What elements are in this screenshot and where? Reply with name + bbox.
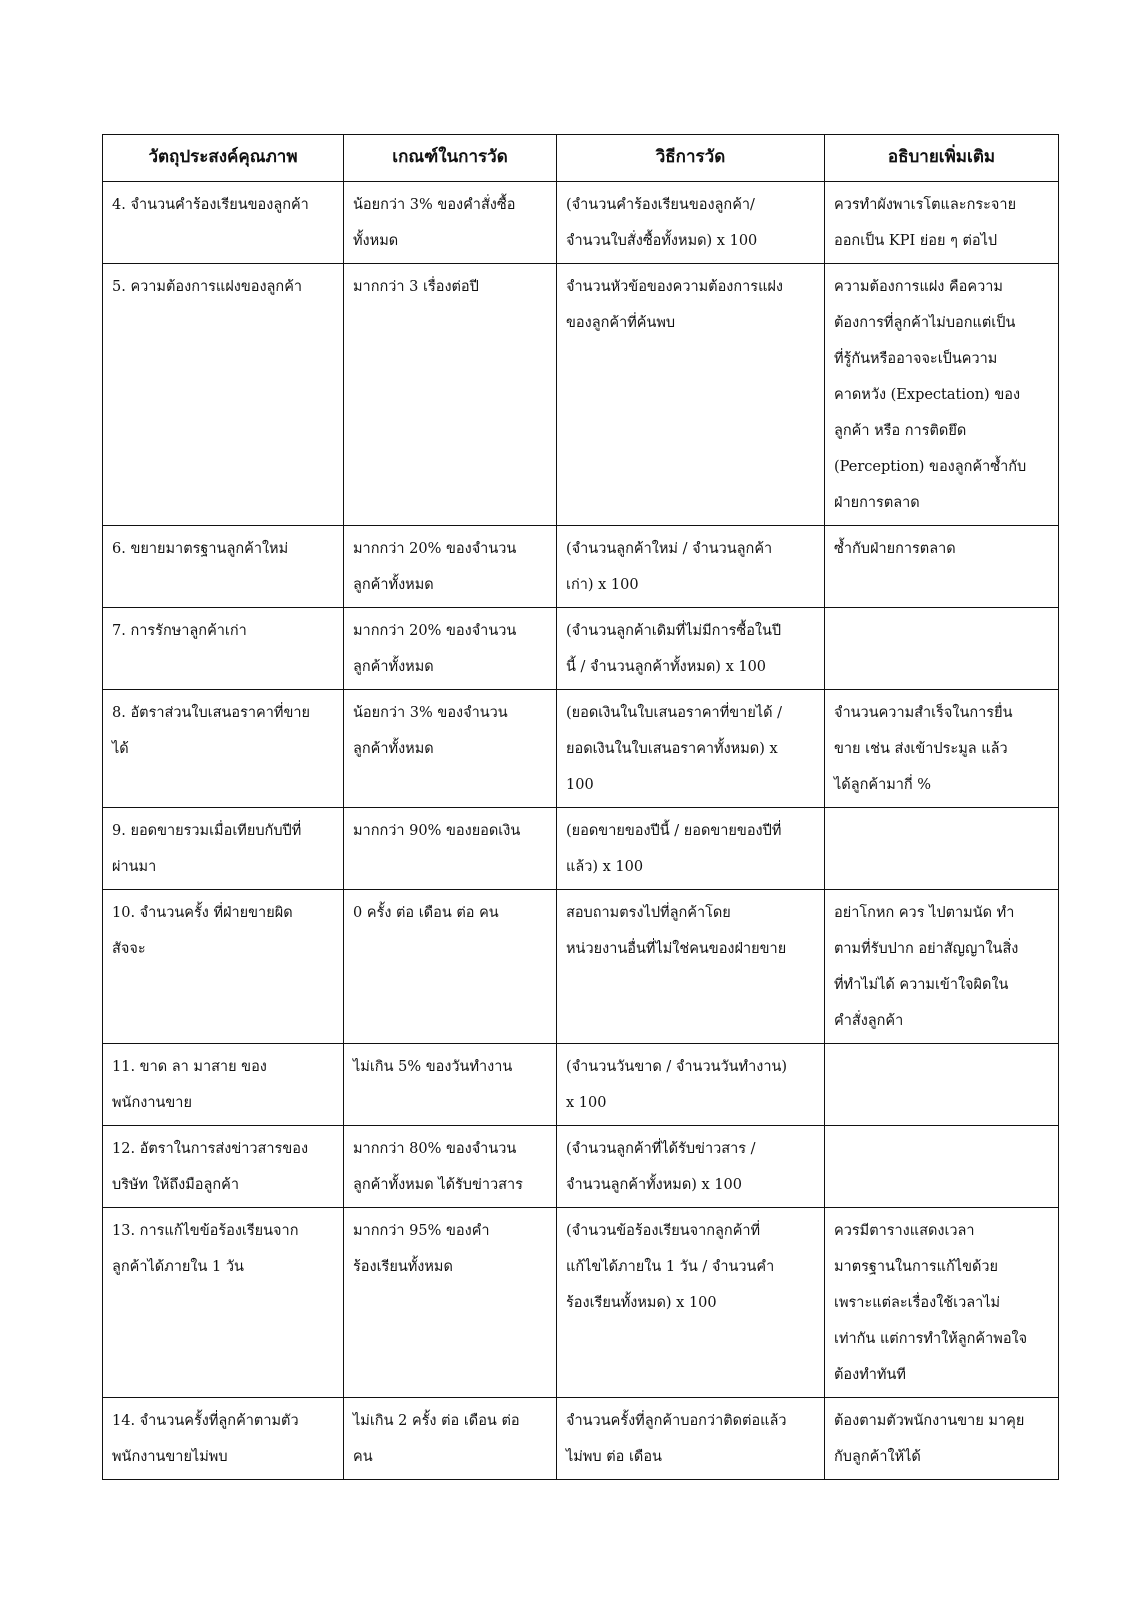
cell-line: ควรทำผังพาเรโตและกระจาย bbox=[834, 197, 1017, 213]
cell-line: เพราะแต่ละเรื่องใช้เวลาไม่ bbox=[834, 1295, 1001, 1311]
cell-line: ผ่านมา bbox=[112, 859, 157, 875]
cell-criteria bbox=[344, 1398, 557, 1480]
cell-method bbox=[557, 1398, 825, 1480]
cell-method bbox=[557, 1208, 825, 1398]
table-row bbox=[103, 1044, 1059, 1126]
cell-line: (ยอดขายของปีนี้ / ยอดขายของปีที่ bbox=[566, 823, 782, 839]
cell-note bbox=[825, 182, 1059, 264]
cell-line: (จำนวนคำร้องเรียนของลูกค้า/ bbox=[566, 197, 755, 213]
cell-objective bbox=[103, 1126, 344, 1208]
cell-objective bbox=[103, 1208, 344, 1398]
cell-line: แก้ไขได้ภายใน 1 วัน / จำนวนคำ bbox=[566, 1259, 775, 1275]
cell-line: 11. ขาด ลา มาสาย ของ bbox=[112, 1059, 267, 1075]
cell-line: ต้องทำทันที bbox=[834, 1367, 906, 1383]
cell-line: ทั้งหมด bbox=[353, 233, 399, 249]
cell-criteria bbox=[344, 608, 557, 690]
cell-note bbox=[825, 1126, 1059, 1208]
cell-line: ความต้องการแฝง คือความ bbox=[834, 279, 1003, 295]
cell-line: 7. การรักษาลูกค้าเก่า bbox=[112, 623, 247, 639]
cell-line: หน่วยงานอื่นที่ไม่ใช่คนของฝ่ายขาย bbox=[566, 941, 787, 957]
cell-line: ได้ลูกค้ามากี่ % bbox=[834, 777, 932, 793]
cell-line: 8. อัตราส่วนใบเสนอราคาที่ขาย bbox=[112, 705, 310, 721]
cell-line: พนักงานขาย bbox=[112, 1095, 192, 1111]
cell-line: ลูกค้าได้ภายใน 1 วัน bbox=[112, 1259, 244, 1275]
cell-line: ลูกค้าทั้งหมด bbox=[353, 659, 434, 675]
cell-objective bbox=[103, 1044, 344, 1126]
cell-line: ที่ทำไม่ได้ ความเข้าใจผิดใน bbox=[834, 977, 1009, 993]
cell-criteria bbox=[344, 526, 557, 608]
cell-line: คำสั่งลูกค้า bbox=[834, 1013, 904, 1029]
cell-line: สัจจะ bbox=[112, 941, 146, 957]
cell-line: (จำนวนลูกค้าที่ได้รับข่าวสาร / bbox=[566, 1141, 756, 1157]
cell-line: มากกว่า 90% ของยอดเงิน bbox=[353, 823, 521, 839]
cell-line: ยอดเงินในใบเสนอราคาทั้งหมด) x bbox=[566, 741, 778, 757]
header-objective: วัตถุประสงค์คุณภาพ bbox=[103, 135, 344, 182]
cell-line: คาดหวัง (Expectation) ของ bbox=[834, 387, 1021, 403]
cell-line: (จำนวนลูกค้าใหม่ / จำนวนลูกค้า bbox=[566, 541, 773, 557]
cell-line: (จำนวนลูกค้าเดิมที่ไม่มีการซื้อในปี bbox=[566, 623, 782, 639]
header-note: อธิบายเพิ่มเติม bbox=[825, 135, 1059, 182]
cell-line: เท่ากัน แต่การทำให้ลูกค้าพอใจ bbox=[834, 1331, 1028, 1347]
cell-objective bbox=[103, 608, 344, 690]
cell-line: ลูกค้าทั้งหมด bbox=[353, 741, 434, 757]
cell-line: แล้ว) x 100 bbox=[566, 859, 644, 875]
cell-line: ได้ bbox=[112, 741, 129, 757]
cell-line: ไม่เกิน 2 ครั้ง ต่อ เดือน ต่อ bbox=[353, 1413, 520, 1429]
cell-line: ของลูกค้าที่ค้นพบ bbox=[566, 315, 676, 331]
cell-line: ต้องตามตัวพนักงานขาย มาคุย bbox=[834, 1413, 1025, 1429]
cell-line: 100 bbox=[566, 777, 594, 793]
cell-line: มากกว่า 20% ของจำนวน bbox=[353, 623, 517, 639]
cell-note bbox=[825, 608, 1059, 690]
cell-line: (Perception) ของลูกค้าซ้ำกับ bbox=[834, 459, 1027, 475]
cell-note bbox=[825, 1208, 1059, 1398]
cell-line: น้อยกว่า 3% ของจำนวน bbox=[353, 705, 508, 721]
cell-line: 5. ความต้องการแฝงของลูกค้า bbox=[112, 279, 303, 295]
cell-line: ควรมีตารางแสดงเวลา bbox=[834, 1223, 975, 1239]
cell-objective bbox=[103, 182, 344, 264]
cell-line: มากกว่า 95% ของคำ bbox=[353, 1223, 490, 1239]
cell-line: 14. จำนวนครั้งที่ลูกค้าตามตัว bbox=[112, 1413, 299, 1429]
cell-criteria bbox=[344, 1208, 557, 1398]
cell-line: 13. การแก้ไขข้อร้องเรียนจาก bbox=[112, 1223, 299, 1239]
cell-line: ฝ่ายการตลาด bbox=[834, 495, 920, 511]
table-row bbox=[103, 182, 1059, 264]
cell-line: พนักงานขายไม่พบ bbox=[112, 1449, 228, 1465]
cell-line: 4. จำนวนคำร้องเรียนของลูกค้า bbox=[112, 197, 309, 213]
cell-line: ต้องการที่ลูกค้าไม่บอกแต่เป็น bbox=[834, 315, 1016, 331]
table-row bbox=[103, 808, 1059, 890]
cell-line: x 100 bbox=[566, 1095, 607, 1111]
cell-method bbox=[557, 808, 825, 890]
cell-criteria bbox=[344, 1044, 557, 1126]
table-row bbox=[103, 608, 1059, 690]
cell-line: 12. อัตราในการส่งข่าวสารของ bbox=[112, 1141, 309, 1157]
cell-note bbox=[825, 264, 1059, 526]
cell-line: กับลูกค้าให้ได้ bbox=[834, 1449, 921, 1465]
cell-line: ลูกค้าทั้งหมด bbox=[353, 577, 434, 593]
cell-method bbox=[557, 1126, 825, 1208]
cell-line: ขาย เช่น ส่งเข้าประมูล แล้ว bbox=[834, 741, 1008, 757]
cell-method bbox=[557, 526, 825, 608]
cell-line: 0 ครั้ง ต่อ เดือน ต่อ คน bbox=[353, 905, 499, 921]
cell-method bbox=[557, 608, 825, 690]
table-header-row bbox=[103, 135, 1059, 182]
cell-line: ไม่เกิน 5% ของวันทำงาน bbox=[353, 1059, 513, 1075]
cell-line: มาตรฐานในการแก้ไขด้วย bbox=[834, 1259, 999, 1275]
cell-line: ลูกค้าทั้งหมด ได้รับข่าวสาร bbox=[353, 1177, 523, 1193]
cell-line: จำนวนหัวข้อของความต้องการแฝง bbox=[566, 279, 784, 295]
cell-line: (จำนวนวันขาด / จำนวนวันทำงาน) bbox=[566, 1059, 788, 1075]
cell-line: ออกเป็น KPI ย่อย ๆ ต่อไป bbox=[834, 233, 998, 249]
cell-line: 6. ขยายมาตรฐานลูกค้าใหม่ bbox=[112, 541, 289, 557]
table-row bbox=[103, 264, 1059, 526]
cell-method bbox=[557, 264, 825, 526]
table-row bbox=[103, 1208, 1059, 1398]
cell-line: บริษัท ให้ถึงมือลูกค้า bbox=[112, 1177, 239, 1193]
table-row bbox=[103, 890, 1059, 1044]
cell-note bbox=[825, 808, 1059, 890]
table-row bbox=[103, 526, 1059, 608]
cell-line: มากกว่า 3 เรื่องต่อปี bbox=[353, 279, 479, 295]
cell-line: นี้ / จำนวนลูกค้าทั้งหมด) x 100 bbox=[566, 659, 767, 675]
cell-note bbox=[825, 690, 1059, 808]
cell-criteria bbox=[344, 264, 557, 526]
cell-line: ร้องเรียนทั้งหมด bbox=[353, 1259, 453, 1275]
cell-objective bbox=[103, 690, 344, 808]
cell-line: เก่า) x 100 bbox=[566, 577, 639, 593]
cell-line: ที่รู้กันหรืออาจจะเป็นความ bbox=[834, 351, 998, 367]
cell-line: มากกว่า 80% ของจำนวน bbox=[353, 1141, 517, 1157]
cell-line: มากกว่า 20% ของจำนวน bbox=[353, 541, 517, 557]
cell-criteria bbox=[344, 182, 557, 264]
cell-criteria bbox=[344, 1126, 557, 1208]
cell-criteria bbox=[344, 808, 557, 890]
cell-line: จำนวนลูกค้าทั้งหมด) x 100 bbox=[566, 1177, 743, 1193]
cell-note bbox=[825, 526, 1059, 608]
cell-line: 10. จำนวนครั้ง ที่ฝ่ายขายผิด bbox=[112, 905, 293, 921]
cell-line: คน bbox=[353, 1449, 373, 1465]
cell-line: จำนวนความสำเร็จในการยื่น bbox=[834, 705, 1013, 721]
header-criteria: เกณฑ์ในการวัด bbox=[344, 135, 557, 182]
cell-line: สอบถามตรงไปที่ลูกค้าโดย bbox=[566, 905, 731, 921]
cell-line: ซ้ำกับฝ่ายการตลาด bbox=[834, 541, 956, 557]
cell-objective bbox=[103, 890, 344, 1044]
cell-line: ตามที่รับปาก อย่าสัญญาในสิ่ง bbox=[834, 941, 1019, 957]
cell-note bbox=[825, 1044, 1059, 1126]
cell-method bbox=[557, 690, 825, 808]
cell-objective bbox=[103, 264, 344, 526]
cell-objective bbox=[103, 526, 344, 608]
table-row bbox=[103, 1126, 1059, 1208]
table-row bbox=[103, 1398, 1059, 1480]
cell-method bbox=[557, 890, 825, 1044]
cell-line: (ยอดเงินในใบเสนอราคาที่ขายได้ / bbox=[566, 705, 783, 721]
header-method: วิธีการวัด bbox=[557, 135, 825, 182]
table-body bbox=[103, 182, 1059, 1480]
cell-line: จำนวนใบสั่งซื้อทั้งหมด) x 100 bbox=[566, 233, 758, 249]
cell-objective bbox=[103, 1398, 344, 1480]
cell-method bbox=[557, 1044, 825, 1126]
cell-line: ไม่พบ ต่อ เดือน bbox=[566, 1449, 662, 1465]
cell-line: ลูกค้า หรือ การติดยึด bbox=[834, 423, 967, 439]
cell-line: อย่าโกหก ควร ไปตามนัด ทำ bbox=[834, 905, 1015, 921]
table-row bbox=[103, 690, 1059, 808]
cell-criteria bbox=[344, 890, 557, 1044]
cell-note bbox=[825, 890, 1059, 1044]
cell-line: (จำนวนข้อร้องเรียนจากลูกค้าที่ bbox=[566, 1223, 761, 1239]
cell-objective bbox=[103, 808, 344, 890]
cell-line: ร้องเรียนทั้งหมด) x 100 bbox=[566, 1295, 717, 1311]
cell-method bbox=[557, 182, 825, 264]
cell-line: 9. ยอดขายรวมเมื่อเทียบกับปีที่ bbox=[112, 823, 302, 839]
cell-note bbox=[825, 1398, 1059, 1480]
cell-line: น้อยกว่า 3% ของคำสั่งซื้อ bbox=[353, 197, 516, 213]
cell-criteria bbox=[344, 690, 557, 808]
cell-line: จำนวนครั้งที่ลูกค้าบอกว่าติดต่อแล้ว bbox=[566, 1413, 787, 1429]
quality-objectives-table bbox=[102, 134, 1059, 1480]
